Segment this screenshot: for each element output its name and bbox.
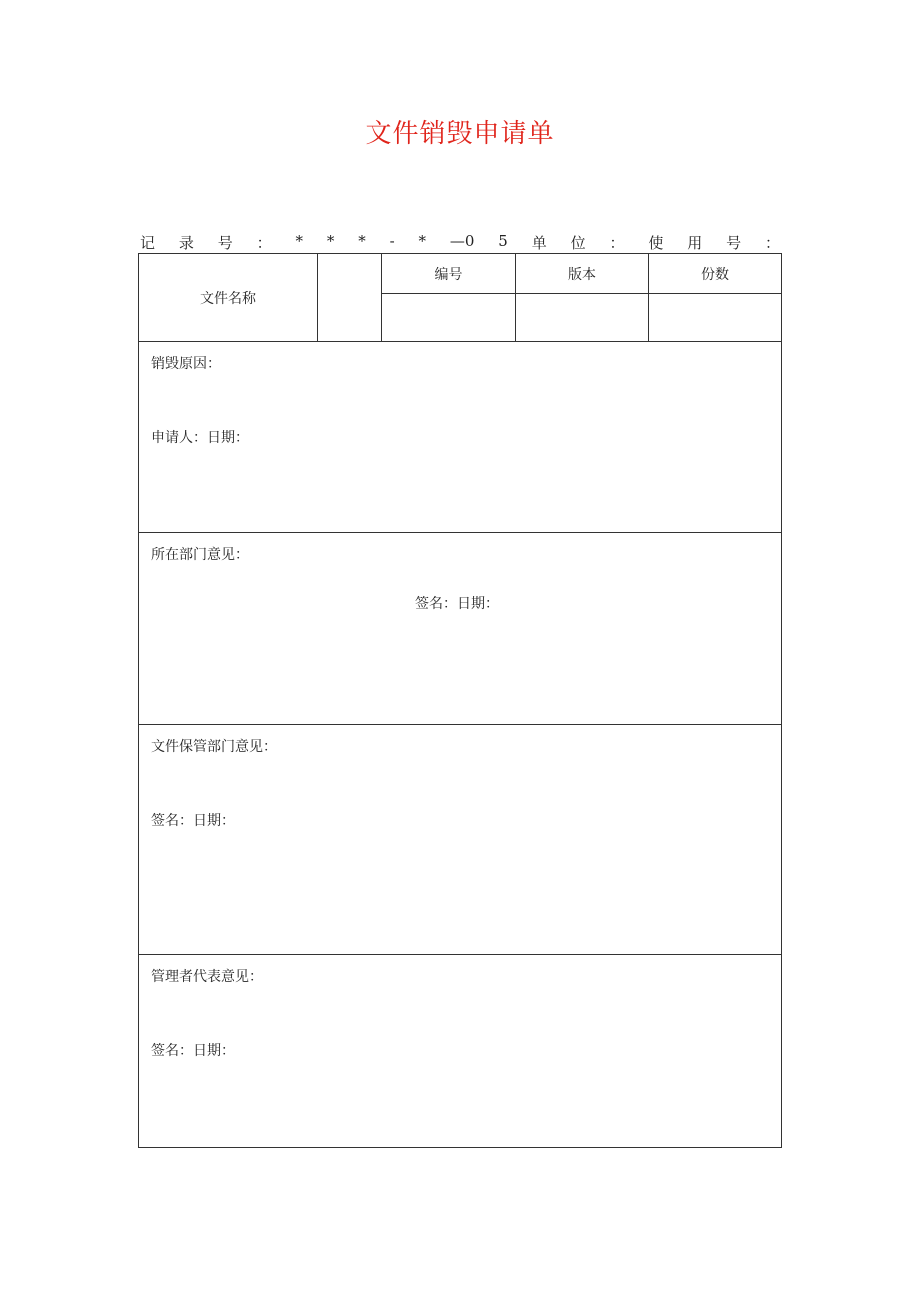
file-name-label-cell — [139, 254, 318, 342]
version-header-cell — [516, 254, 649, 294]
number-label: 编号 — [434, 266, 463, 283]
record-char: ： — [764, 234, 780, 252]
mgmt-rep-opinion-section[interactable] — [139, 955, 782, 1148]
record-char: * — [358, 232, 366, 250]
mgmt-rep-opinion-label: 管理者代表意见： — [151, 969, 263, 985]
record-char: * — [326, 232, 335, 250]
record-char: 单 — [531, 234, 547, 252]
copies-header-cell — [649, 254, 782, 294]
destroy-reason-section[interactable] — [139, 342, 782, 533]
destruction-form-table — [138, 253, 782, 1148]
file-name-label: 文件名称 — [200, 290, 256, 307]
dept-sign-date-label: 签名：日期： — [415, 596, 499, 612]
record-char: ： — [609, 234, 625, 252]
destroy-reason-label: 销毁原因： — [151, 356, 221, 372]
version-value-cell[interactable] — [516, 294, 649, 342]
record-char: 号 — [217, 234, 233, 252]
record-char: * — [418, 232, 427, 250]
archive-sign-date-label: 签名：日期： — [151, 813, 235, 829]
record-char: * — [295, 232, 303, 250]
record-char: ： — [256, 234, 272, 252]
copies-label: 份数 — [701, 266, 729, 283]
file-name-value-cell[interactable] — [318, 254, 382, 342]
copies-value-cell[interactable] — [649, 294, 782, 342]
record-char: —0 — [449, 232, 475, 250]
archive-dept-opinion-section[interactable] — [139, 725, 782, 955]
version-label: 版本 — [568, 266, 596, 283]
record-char: 5 — [498, 232, 508, 250]
number-header-cell — [382, 254, 516, 294]
record-char: 使 — [648, 234, 664, 252]
record-char: 录 — [178, 234, 194, 252]
dept-opinion-label: 所在部门意见： — [151, 547, 249, 563]
record-char: 记 — [140, 234, 156, 252]
record-char: 号 — [726, 234, 742, 252]
number-value-cell[interactable] — [382, 294, 516, 342]
record-char: 用 — [687, 234, 703, 252]
dept-opinion-section[interactable] — [139, 533, 782, 725]
applicant-date-label: 申请人：日期： — [151, 430, 249, 446]
record-char: 位 — [570, 234, 586, 252]
document-title: 文件销毁申请单 — [365, 119, 555, 149]
archive-dept-opinion-label: 文件保管部门意见： — [151, 739, 277, 755]
record-number-line — [140, 232, 780, 253]
mgmt-sign-date-label: 签名：日期： — [151, 1043, 235, 1059]
record-char: - — [389, 232, 395, 250]
